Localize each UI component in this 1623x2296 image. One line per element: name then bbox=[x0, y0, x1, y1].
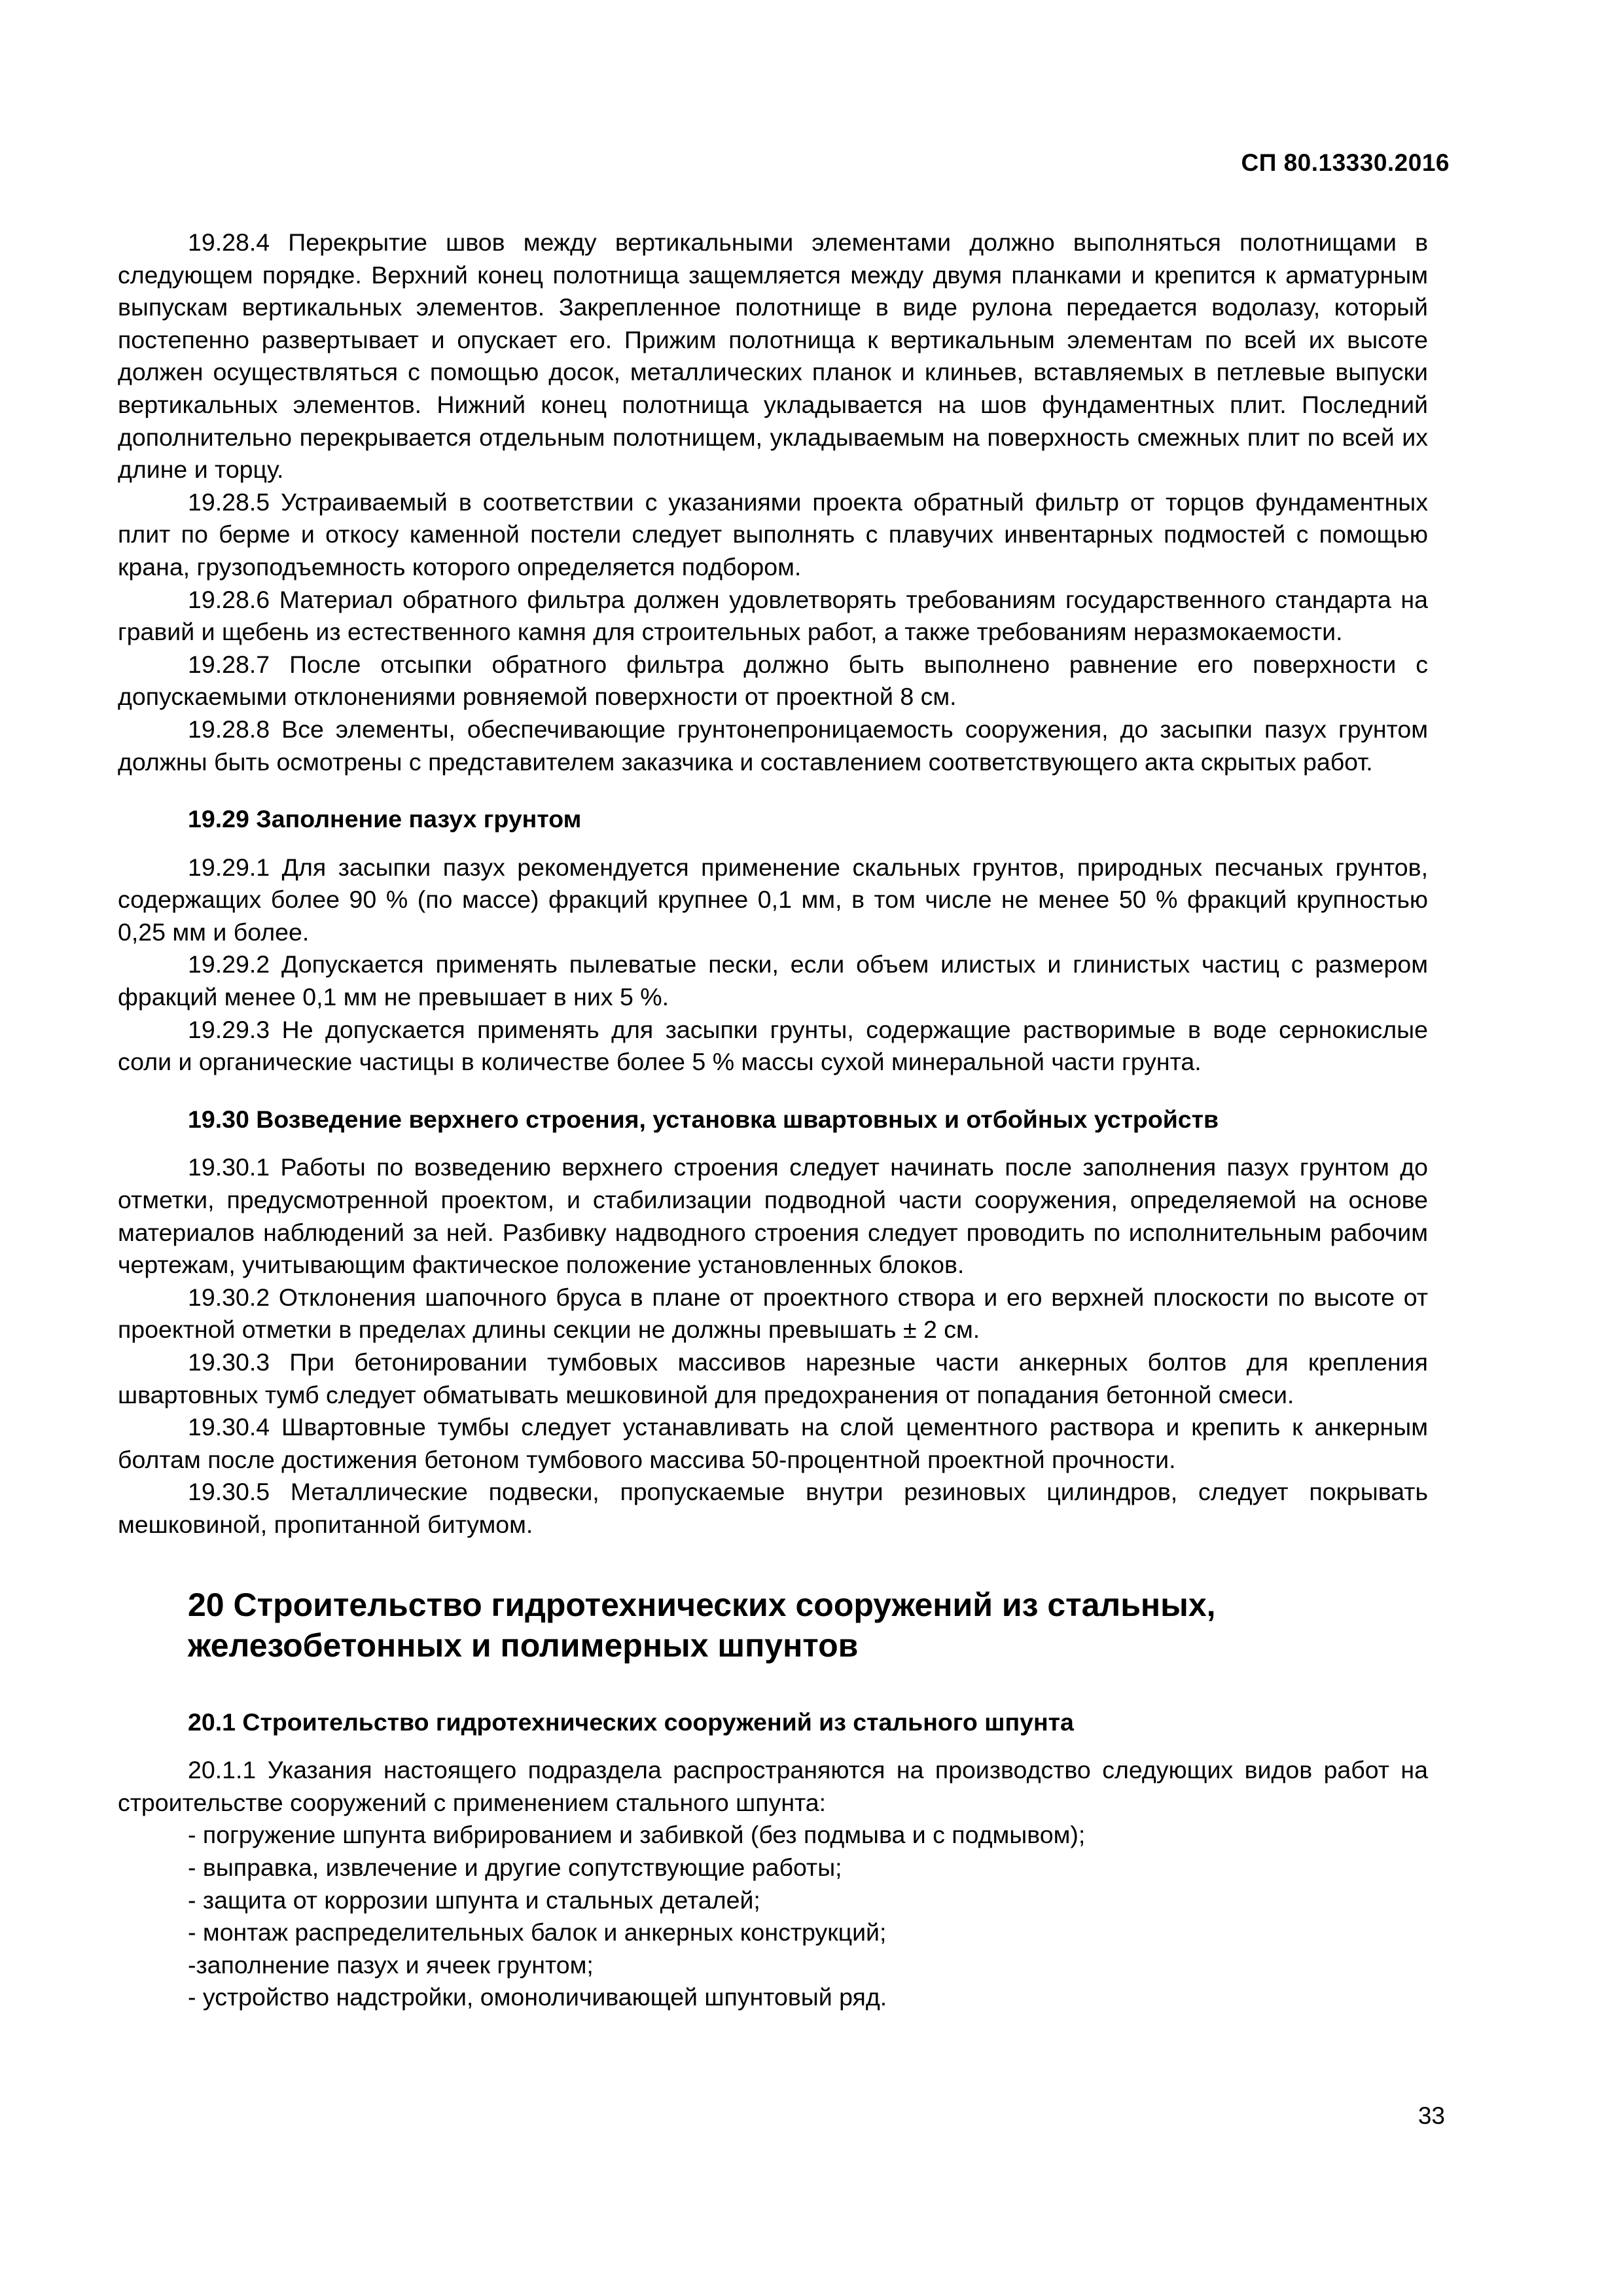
paragraph-19-30-3: 19.30.3 При бетонировании тумбовых массивов нарезные части анкерных болтов для крепления швартовных тумб следует обматывать мешковиной для предохранения от попадания бетонной смеси. bbox=[118, 1348, 1428, 1408]
paragraph-19-29-2: 19.29.2 Допускается применять пылеватые пески, если объем илистых и глинистых частиц с размером фракций менее 0,1 мм не превышает в них 5 %. bbox=[118, 950, 1428, 1011]
list-item: - защита от коррозии шпунта и стальных деталей; bbox=[188, 1886, 760, 1914]
work-types-list bbox=[118, 1819, 1428, 2014]
paragraph-19-30-2: 19.30.2 Отклонения шапочного бруса в плане от проектного створа и его верхней плоскости по высоте от проектной отметки в пределах длины секции не должны превышать ± 2 см. bbox=[118, 1283, 1428, 1344]
paragraph-19-30-1: 19.30.1 Работы по возведению верхнего строения следует начинать после заполнения пазух грунтом до отметки, предусмотренной проектом, и стабилизации подводной части сооружения, определяемой на основе материалов наблюдений за ней. Разбивку надводного строения следует проводить по исполнительным рабочим чертежам, учитывающим фактическое положение установленных блоков. bbox=[118, 1153, 1428, 1279]
paragraph-19-28-7: 19.28.7 После отсыпки обратного фильтра должно быть выполнено равнение его поверхности с допускаемыми отклонениями ровняемой поверхности от проектной 8 см. bbox=[118, 650, 1428, 711]
paragraph-19-30-5: 19.30.5 Металлические подвески, пропускаемые внутри резиновых цилиндров, следует покрывать мешковиной, пропитанной битумом. bbox=[118, 1478, 1428, 1538]
page-content bbox=[118, 226, 1428, 2014]
list-item: - выправка, извлечение и другие сопутствующие работы; bbox=[188, 1853, 842, 1881]
section-heading-19-29: 19.29 Заполнение пазух грунтом bbox=[188, 805, 582, 833]
paragraph-19-30-4: 19.30.4 Швартовные тумбы следует устанавливать на слой цементного раствора и крепить к анкерным болтам после достижения бетоном тумбового массива 50-процентной проектной прочности. bbox=[118, 1413, 1428, 1473]
list-item: - монтаж распределительных балок и анкерных конструкций; bbox=[188, 1918, 887, 1946]
section-heading-20-1: 20.1 Строительство гидротехнических сооружений из стального шпунта bbox=[188, 1708, 1074, 1736]
paragraph-20-1-1: 20.1.1 Указания настоящего подраздела распространяются на производство следующих видов работ на строительстве сооружений с применением стального шпунта: bbox=[118, 1756, 1428, 1816]
list-item: - устройство надстройки, омоноличивающей шпунтовый ряд. bbox=[188, 1983, 887, 2011]
paragraph-19-28-4: 19.28.4 Перекрытие швов между вертикальными элементами должно выполняться полотнищами в следующем порядке. Верхний конец полотнища защемляется между двумя планками и крепится к арматурным выпускам вертикальных элементов. Закрепленное полотнище в виде рулона передается водолазу, который постепенно развертывает и опускает его. Прижим полотнища к вертикальным элементам по всей их высоте должен осуществляться с помощью досок, металлических планок и клиньев, вставляемых в петлевые выпуски вертикальных элементов. Нижний конец полотнища укладывается на шов фундаментных плит. Последний дополнительно перекрывается отдельным полотнищем, укладываемым на поверхность смежных плит по всей их длине и торцу. bbox=[118, 228, 1428, 484]
page-number: 33 bbox=[1418, 2102, 1445, 2129]
paragraph-19-28-5: 19.28.5 Устраиваемый в соответствии с указаниями проекта обратный фильтр от торцов фундаментных плит по берме и откосу каменной постели следует выполнять с плавучих инвентарных подмостей с помощью крана, грузоподъемность которого определяется подбором. bbox=[118, 488, 1428, 581]
chapter-heading-20 bbox=[118, 1585, 1428, 1666]
document-code: СП 80.13330.2016 bbox=[1241, 149, 1450, 176]
paragraph-19-29-3: 19.29.3 Не допускается применять для засыпки грунты, содержащие растворимые в воде сернокислые соли и органические частицы в количестве более 5 % массы сухой минеральной части грунта. bbox=[118, 1015, 1428, 1076]
paragraph-19-28-8: 19.28.8 Все элементы, обеспечивающие грунтонепроницаемость сооружения, до засыпки пазух грунтом должны быть осмотрены с представителем заказчика и составлением соответствующего акта скрытых работ. bbox=[118, 715, 1428, 776]
paragraph-19-29-1: 19.29.1 Для засыпки пазух рекомендуется применение скальных грунтов, природных песчаных грунтов, содержащих более 90 % (по массе) фракций крупнее 0,1 мм, в том числе не менее 50 % фракций крупностью 0,25 мм и более. bbox=[118, 853, 1428, 946]
chapter-heading-20-line-2: железобетонных и полимерных шпунтов bbox=[188, 1626, 859, 1664]
list-item: -заполнение пазух и ячеек грунтом; bbox=[188, 1950, 594, 1979]
chapter-heading-20-line-1: 20 Строительство гидротехнических сооружений из стальных, bbox=[188, 1586, 1216, 1623]
section-heading-19-30: 19.30 Возведение верхнего строения, установка швартовных и отбойных устройств bbox=[188, 1105, 1219, 1133]
list-item: - погружение шпунта вибрированием и забивкой (без подмыва и с подмывом); bbox=[188, 1821, 1086, 1849]
paragraph-19-28-6: 19.28.6 Материал обратного фильтра должен удовлетворять требованиям государственного стандарта на гравий и щебень из естественного камня для строительных работ, а также требованиям неразмокаемости. bbox=[118, 585, 1428, 646]
